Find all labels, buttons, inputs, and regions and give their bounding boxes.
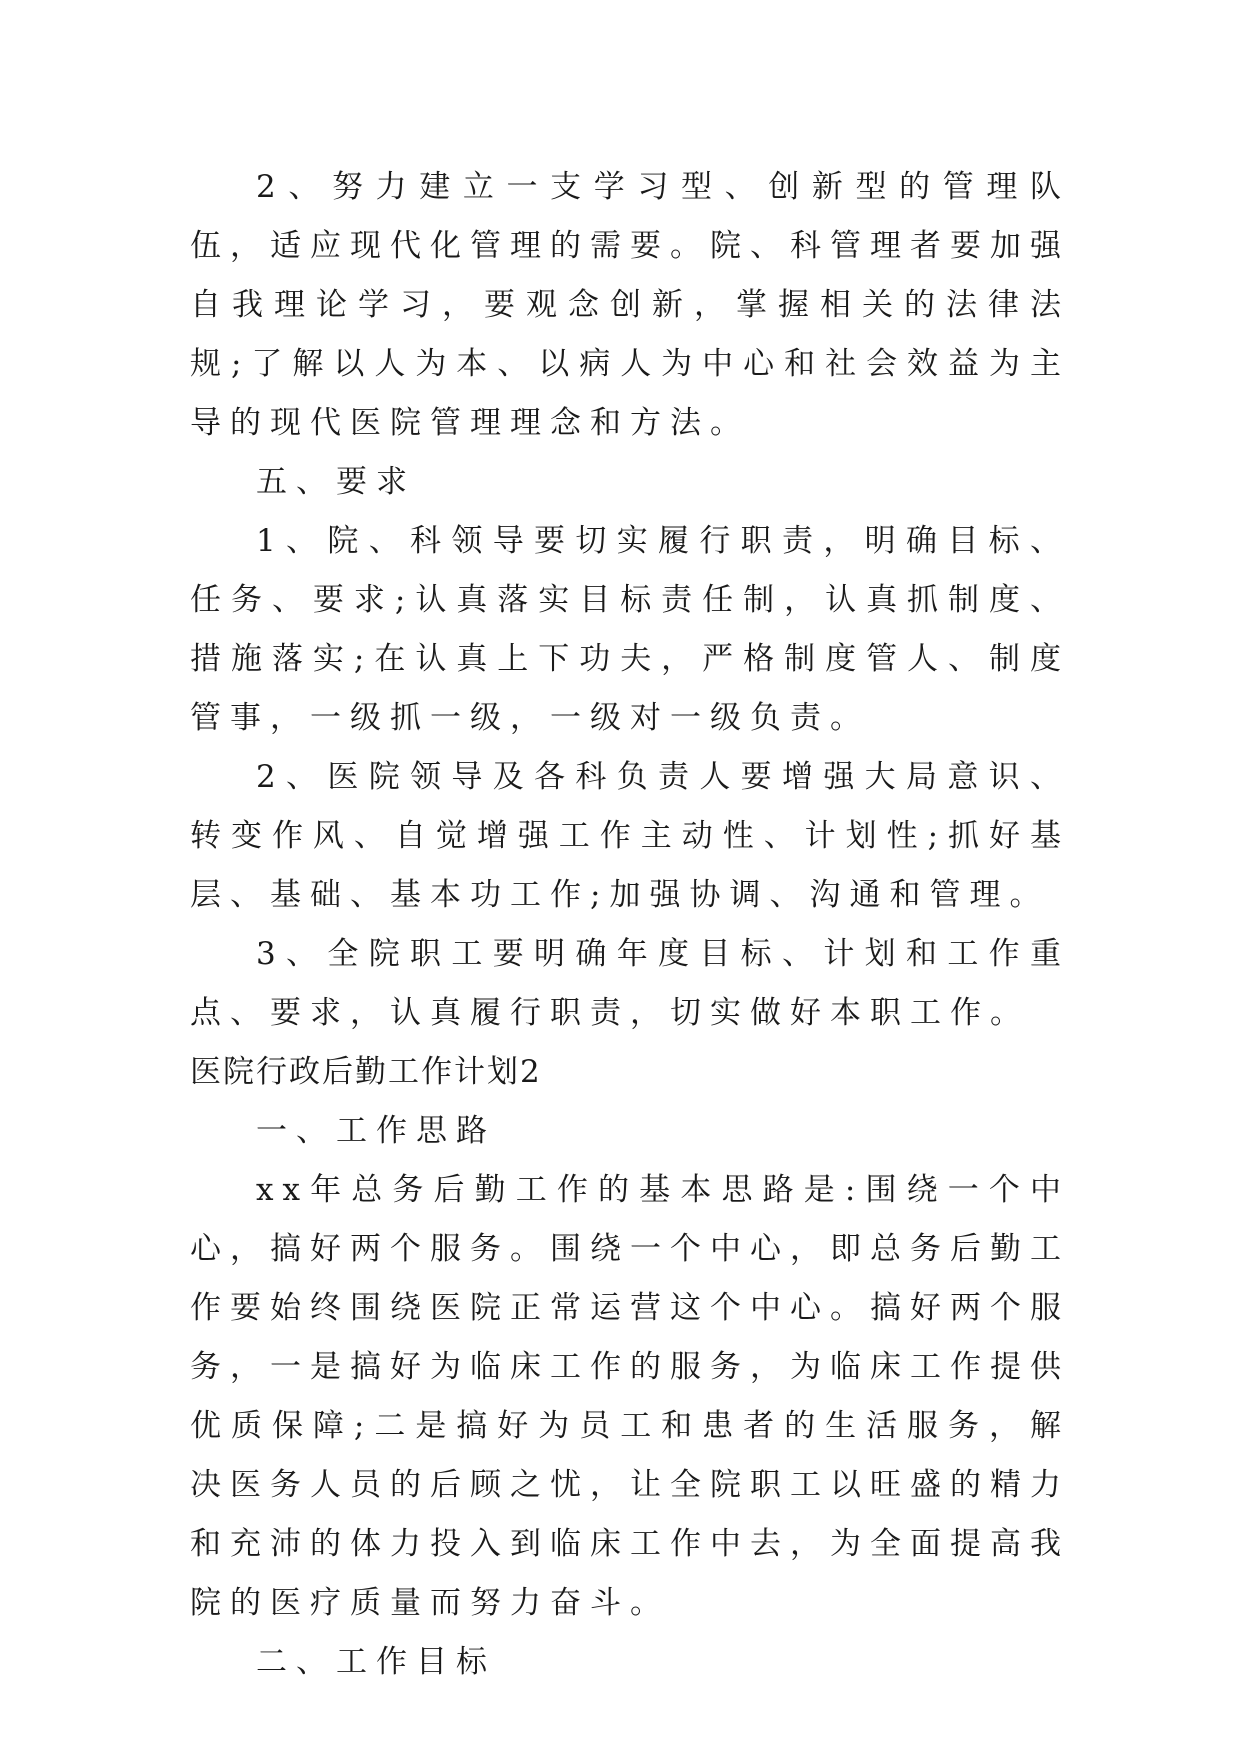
section-heading-work-approach: 一、工作思路	[256, 1113, 496, 1149]
paragraph-requirement-1: 1、院、科领导要切实履行职责，明确目标、任务、要求;认真落实目标责任制，认真抓制度、措施落实;在认真上下功夫，严格制度管人、制度管事，一级抓一级，一级对一级负责。	[190, 523, 1070, 736]
document-body	[190, 158, 1070, 1692]
section-heading-work-goals: 二、工作目标	[256, 1644, 496, 1680]
paragraph-work-approach: xx年总务后勤工作的基本思路是:围绕一个中心，搞好两个服务。围绕一个中心，即总务后勤工作要始终围绕医院正常运营这个中心。搞好两个服务，一是搞好为临床工作的服务，为临床工作提供优质保障;二是搞好为员工和患者的生活服务，解决医务人员的后顾之忧，让全院职工以旺盛的精力和充沛的体力投入到临床工作中去，为全面提高我院的医疗质量而努力奋斗。	[190, 1172, 1070, 1621]
paragraph-requirement-3: 3、全院职工要明确年度目标、计划和工作重点、要求，认真履行职责，切实做好本职工作。	[190, 936, 1070, 1031]
section-heading-requirements: 五、要求	[256, 464, 416, 500]
paragraph-requirement-2: 2、医院领导及各科负责人要增强大局意识、转变作风、自觉增强工作主动性、计划性;抓好基层、基础、基本功工作;加强协调、沟通和管理。	[190, 759, 1070, 913]
paragraph-management-team: 2、努力建立一支学习型、创新型的管理队伍，适应现代化管理的需要。院、科管理者要加强自我理论学习，要观念创新，掌握相关的法律法规;了解以人为本、以病人为中心和社会效益为主导的现代医院管理理念和方法。	[190, 169, 1070, 441]
document-subtitle: 医院行政后勤工作计划2	[190, 1054, 542, 1090]
